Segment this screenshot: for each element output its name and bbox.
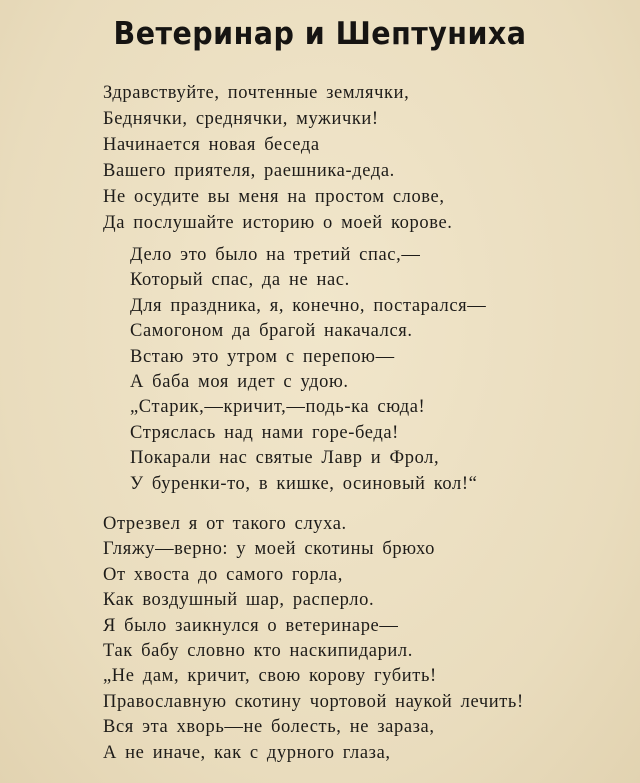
poem-line: Не осудите вы меня на простом слове, <box>103 187 445 207</box>
poem-line: Беднячки, среднячки, мужички! <box>103 109 379 129</box>
poem-line: Так бабу словно кто наскипидарил. <box>103 640 413 661</box>
poem-line: Дело это было на третий спас,— <box>130 245 421 265</box>
poem-line: Самогоном да брагой накачался. <box>130 321 413 342</box>
poem-line: А не иначе, как с дурного глаза, <box>103 742 391 763</box>
poem-line: Который спас, да не нас. <box>130 270 350 291</box>
poem-line: Начинается новая беседа <box>103 135 320 155</box>
poem-line: Здравствуйте, почтенные землячки, <box>103 83 410 103</box>
poem-line: Встаю это утром с перепою— <box>130 346 395 367</box>
poem-line: Да послушайте историю о моей корове. <box>103 213 453 233</box>
poem-line: Стряслась над нами горе-беда! <box>130 422 399 443</box>
poem-line: „Не дам, кричит, свою корову губить! <box>103 666 437 687</box>
poem-line: Гляжу—верно: у моей скотины брюхо <box>103 539 435 560</box>
poem-line: От хвоста до самого горла, <box>103 564 343 585</box>
stanza <box>103 80 453 236</box>
stanza <box>103 512 524 766</box>
stanza <box>130 243 486 497</box>
poem-line: Православную скотину чортовой наукой лечить! <box>103 691 524 712</box>
poem-line: Я было заикнулся о ветеринаре— <box>103 615 399 636</box>
poem-line: А баба моя идет с удою. <box>130 371 349 392</box>
poem-line: Вашего приятеля, раешника-деда. <box>103 161 395 181</box>
poem-line: Отрезвел я от такого слуха. <box>103 514 347 534</box>
poem-line: Покарали нас святые Лавр и Фрол, <box>130 448 440 469</box>
poem-title: Ветеринар и Шептуниха <box>113 16 527 52</box>
poem-line: Вся эта хворь—не болесть, не зараза, <box>103 717 435 738</box>
poem-line: Для праздника, я, конечно, постарался— <box>130 295 487 316</box>
poem-line: „Старик,—кричит,—подь-ка сюда! <box>130 397 426 418</box>
poem-line: У буренки-то, в кишке, осиновый кол!“ <box>130 473 478 494</box>
poem-line: Как воздушный шар, расперло. <box>103 590 375 611</box>
